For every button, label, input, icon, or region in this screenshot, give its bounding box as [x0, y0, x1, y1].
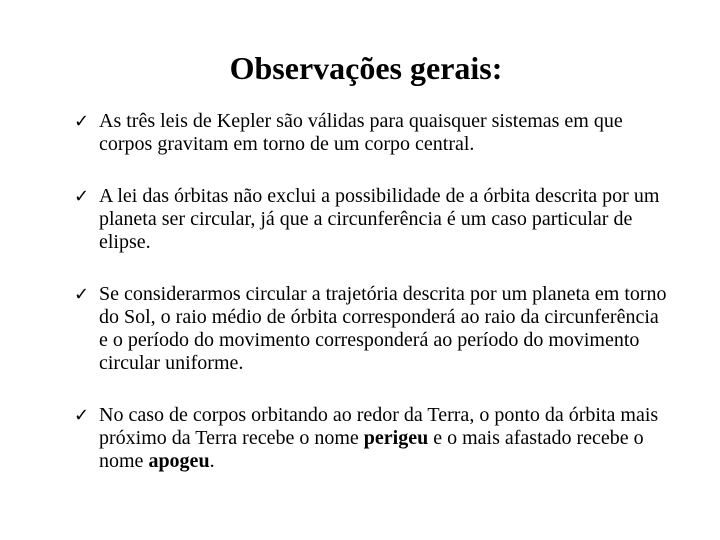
bullet-text-part: .	[209, 450, 215, 472]
bullet-text-part: e o mais afastado recebe o nome	[99, 427, 644, 472]
term-perigeu: perigeu	[363, 427, 429, 449]
bullet-text: A lei das órbitas não exclui a possibilidade de a órbita descrita por um planeta ser circular, já que a circunferência é um caso particular de elipse.	[99, 185, 660, 253]
bullet-item-circular-trajectory	[72, 283, 672, 375]
term-apogeu: apogeu	[148, 450, 210, 472]
bullet-text: Se considerarmos circular a trajetória descrita por um planeta em torno do Sol, o raio médio de órbita corresponderá ao raio da circunferência e o período do movimento corresponderá ao período do movimento circular uniforme.	[99, 283, 667, 374]
checkmark-icon: ✓	[74, 284, 90, 305]
bullet-item-perigee-apogee	[72, 404, 672, 473]
bullet-text: As três leis de Kepler são válidas para quaisquer sistemas em que corpos gravitam em torno de um corpo central.	[99, 110, 623, 155]
checkmark-icon: ✓	[74, 186, 90, 207]
checkmark-icon: ✓	[74, 405, 90, 426]
slide-title: Observações gerais:	[229, 50, 503, 86]
checkmark-icon: ✓	[74, 111, 90, 132]
bullet-list	[72, 110, 672, 473]
bullet-text-part: No caso de corpos orbitando ao redor da Terra, o ponto da órbita mais próximo da Terra recebe o nome	[99, 404, 659, 449]
bullet-item-circular-orbit	[72, 185, 672, 254]
bullet-item-kepler-laws	[72, 110, 672, 156]
